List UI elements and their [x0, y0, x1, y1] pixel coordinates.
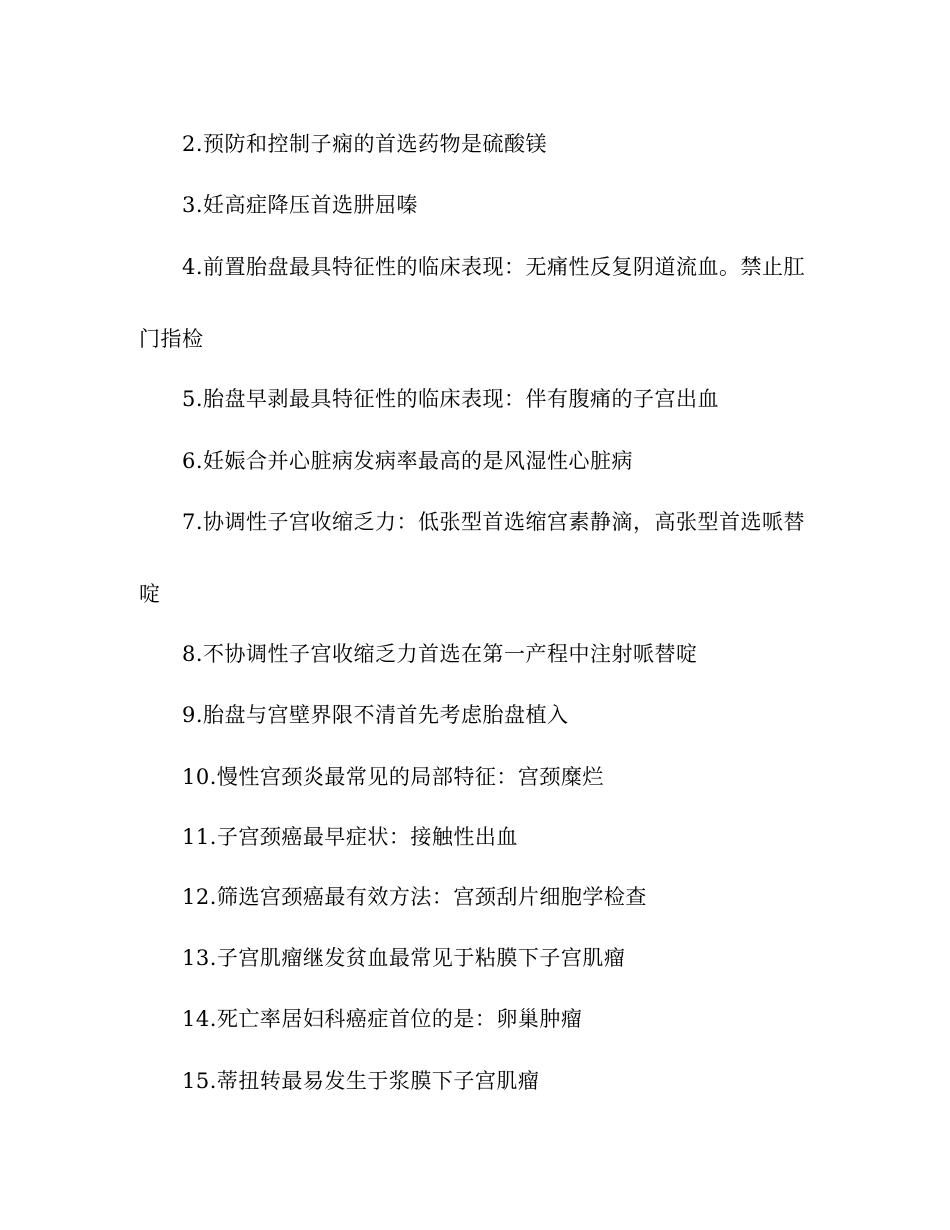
list-item-10: 10.慢性宫颈炎最常见的局部特征：宫颈糜烂 [182, 765, 604, 789]
list-item-7-continuation: 啶 [139, 582, 161, 606]
list-item-5: 5.胎盘早剥最具特征性的临床表现：伴有腹痛的子宫出血 [182, 387, 720, 411]
list-item-4-continuation: 门指检 [139, 327, 204, 351]
list-item-9: 9.胎盘与宫壁界限不清首先考虑胎盘植入 [182, 703, 569, 727]
list-item-12: 12.筛选宫颈癌最有效方法：宫颈刮片细胞学检查 [182, 885, 647, 909]
list-item-6: 6.妊娠合并心脏病发病率最高的是风湿性心脏病 [182, 449, 634, 473]
list-item-15: 15.蒂扭转最易发生于浆膜下子宫肌瘤 [182, 1069, 540, 1093]
list-item-11: 11.子宫颈癌最早症状：接触性出血 [182, 825, 518, 849]
list-item-13: 13.子宫肌瘤继发贫血最常见于粘膜下子宫肌瘤 [182, 946, 626, 970]
list-item-4: 4.前置胎盘最具特征性的临床表现：无痛性反复阴道流血。禁止肛 [182, 255, 806, 279]
list-item-14: 14.死亡率居妇科癌症首位的是：卵巢肿瘤 [182, 1007, 583, 1031]
list-item-3: 3.妊高症降压首选肼屈嗪 [182, 193, 419, 217]
list-item-7: 7.协调性子宫收缩乏力：低张型首选缩宫素静滴，高张型首选哌替 [182, 510, 806, 534]
list-item-8: 8.不协调性子宫收缩乏力首选在第一产程中注射哌替啶 [182, 642, 698, 666]
list-item-2: 2.预防和控制子痫的首选药物是硫酸镁 [182, 132, 548, 156]
